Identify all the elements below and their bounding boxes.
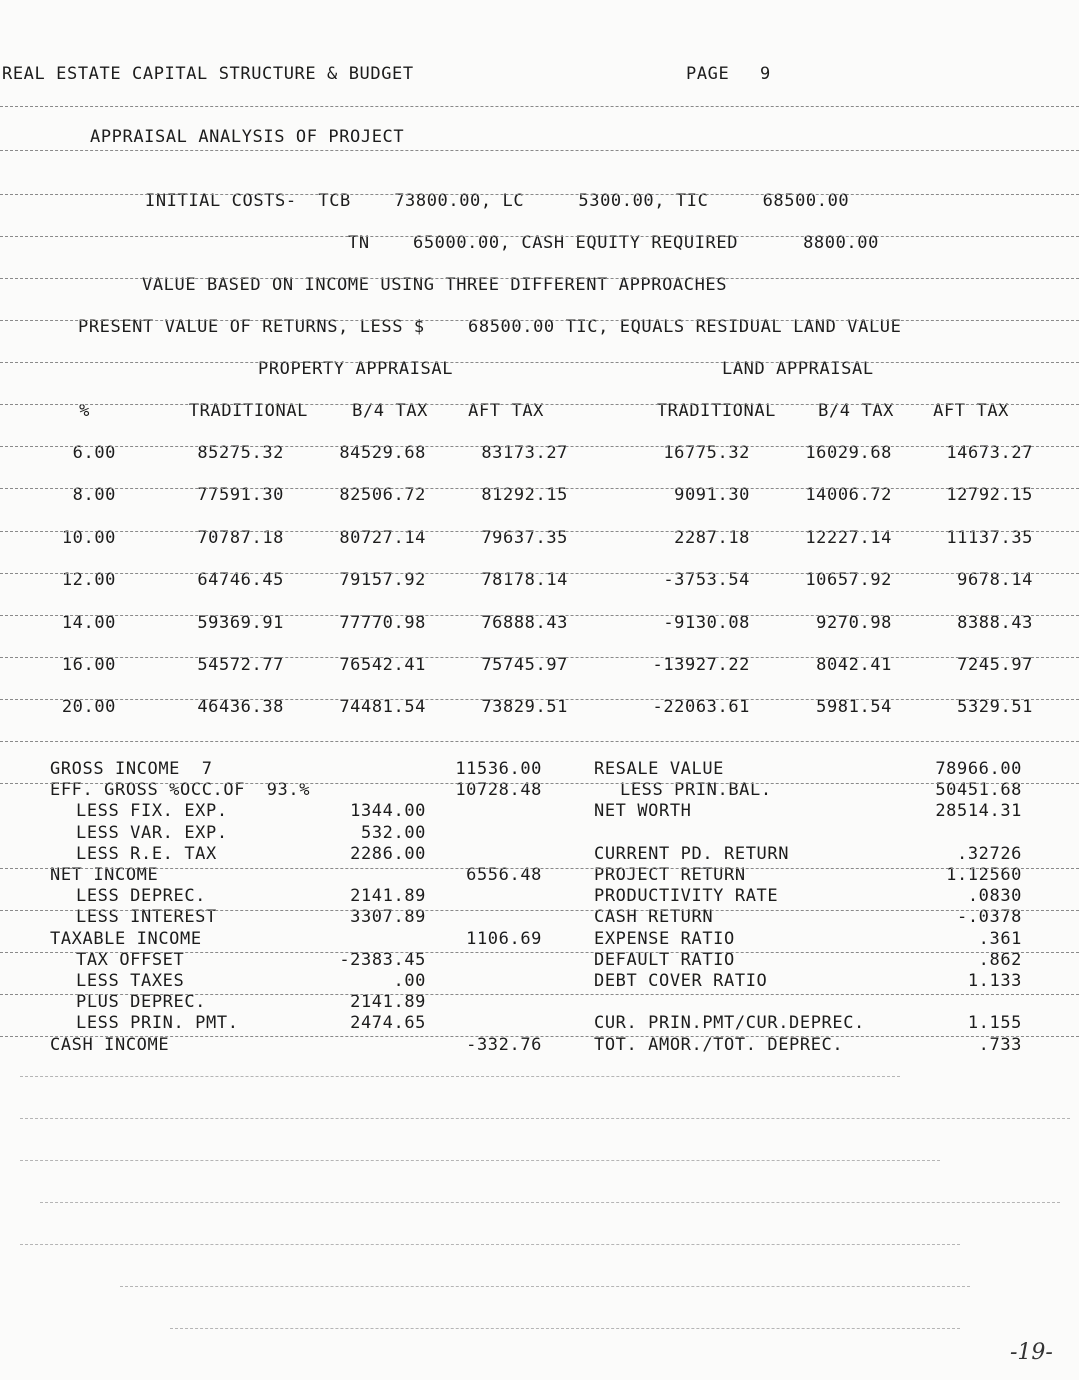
rule-line bbox=[0, 952, 1079, 953]
rule-line bbox=[0, 320, 1079, 321]
ratio-value: 1.12560 bbox=[946, 865, 1022, 885]
initial-costs-line1: INITIAL COSTS- TCB 73800.00, LC 5300.00, TIC 68500.00 bbox=[145, 191, 850, 211]
cell-prop-afttax: 79637.35 bbox=[481, 527, 568, 548]
rule-line bbox=[40, 1202, 1060, 1203]
ratio-label: DEBT COVER RATIO bbox=[594, 971, 768, 991]
ratio-value: .733 bbox=[978, 1034, 1022, 1055]
cell-prop-b4tax: 79157.92 bbox=[339, 570, 426, 591]
cell-rate: 6.00 bbox=[72, 443, 116, 463]
cell-rate: 12.00 bbox=[61, 570, 116, 591]
income-amount: 1344.00 bbox=[350, 801, 426, 822]
cell-land-afttax: 12792.15 bbox=[946, 485, 1033, 506]
income-label: LESS FIX. EXP. bbox=[76, 801, 228, 822]
cell-prop-traditional: 54572.77 bbox=[197, 655, 284, 675]
col-header-rate: % bbox=[79, 401, 90, 421]
ratio-value: -.0378 bbox=[956, 907, 1022, 928]
ratio-label: CURRENT PD. RETURN bbox=[594, 843, 790, 864]
ratio-value: 1.133 bbox=[967, 971, 1022, 991]
property-appraisal-header: PROPERTY APPRAISAL bbox=[258, 359, 454, 379]
rule-line bbox=[0, 404, 1079, 405]
col-header-prop-traditional: TRADITIONAL bbox=[188, 401, 308, 421]
income-amount: 3307.89 bbox=[350, 907, 426, 928]
ratio-value: 28514.31 bbox=[935, 801, 1022, 822]
income-label: GROSS INCOME 7 bbox=[50, 759, 213, 779]
cell-land-b4tax: 16029.68 bbox=[805, 443, 892, 463]
income-total: -332.76 bbox=[466, 1034, 542, 1055]
page-number: 9 bbox=[760, 64, 771, 84]
rule-line bbox=[0, 657, 1079, 658]
col-header-land-b4tax: B/4 TAX bbox=[818, 401, 894, 421]
col-header-prop-b4tax: B/4 TAX bbox=[352, 401, 428, 421]
rule-line bbox=[20, 1244, 960, 1245]
cell-land-afttax: 7245.97 bbox=[957, 655, 1033, 675]
land-appraisal-header: LAND APPRAISAL bbox=[722, 359, 874, 379]
cell-land-b4tax: 14006.72 bbox=[805, 485, 892, 506]
cell-prop-afttax: 73829.51 bbox=[481, 697, 568, 718]
rule-line bbox=[0, 615, 1079, 616]
residual-line: PRESENT VALUE OF RETURNS, LESS $ 68500.00 TIC, EQUALS RESIDUAL LAND VALUE bbox=[78, 317, 902, 337]
ratio-label: CASH RETURN bbox=[594, 907, 714, 928]
rule-line bbox=[0, 236, 1079, 237]
cell-land-traditional: -13927.22 bbox=[652, 655, 750, 675]
rule-line bbox=[0, 994, 1079, 995]
income-amount: 2141.89 bbox=[350, 886, 426, 907]
cell-prop-afttax: 78178.14 bbox=[481, 570, 568, 591]
rule-line bbox=[0, 531, 1079, 532]
ratio-value: .0830 bbox=[967, 886, 1022, 907]
page-label: PAGE bbox=[686, 64, 730, 84]
income-label: EFF. GROSS %OCC.OF 93.% bbox=[50, 780, 311, 801]
cell-prop-afttax: 83173.27 bbox=[481, 443, 568, 463]
income-total: 10728.48 bbox=[455, 780, 542, 801]
income-label: TAX OFFSET bbox=[76, 949, 185, 970]
cell-land-b4tax: 8042.41 bbox=[816, 655, 892, 675]
cell-prop-afttax: 81292.15 bbox=[481, 485, 568, 506]
cell-land-afttax: 5329.51 bbox=[957, 697, 1033, 718]
rule-line bbox=[0, 699, 1079, 700]
rule-line bbox=[120, 1286, 970, 1287]
cell-prop-b4tax: 76542.41 bbox=[339, 655, 426, 675]
ratio-value: .32726 bbox=[956, 843, 1022, 864]
income-label: PLUS DEPREC. bbox=[76, 992, 207, 1013]
income-amount: 2141.89 bbox=[350, 992, 426, 1013]
cell-land-afttax: 8388.43 bbox=[957, 612, 1033, 633]
rule-line bbox=[0, 106, 1079, 107]
rule-line bbox=[0, 150, 1079, 151]
cell-land-afttax: 9678.14 bbox=[957, 570, 1033, 591]
cell-prop-afttax: 76888.43 bbox=[481, 612, 568, 633]
cell-land-traditional: -3753.54 bbox=[663, 570, 750, 591]
rule-line bbox=[0, 741, 1079, 742]
ratio-label: LESS PRIN.BAL. bbox=[620, 780, 772, 801]
income-label: LESS DEPREC. bbox=[76, 886, 207, 907]
income-amount: 2286.00 bbox=[350, 843, 426, 864]
approaches-title: VALUE BASED ON INCOME USING THREE DIFFERENT APPROACHES bbox=[142, 275, 728, 295]
cell-land-afttax: 11137.35 bbox=[946, 527, 1033, 548]
ratio-value: .862 bbox=[978, 949, 1022, 970]
cell-land-traditional: 16775.32 bbox=[663, 443, 750, 463]
ratio-value: 78966.00 bbox=[935, 759, 1022, 779]
income-total: 11536.00 bbox=[455, 759, 542, 779]
income-amount: -2383.45 bbox=[339, 949, 426, 970]
report-title: REAL ESTATE CAPITAL STRUCTURE & BUDGET bbox=[2, 64, 414, 84]
cell-land-b4tax: 10657.92 bbox=[805, 570, 892, 591]
rule-line bbox=[20, 1076, 900, 1077]
col-header-prop-afttax: AFT TAX bbox=[468, 401, 544, 421]
rule-line bbox=[0, 278, 1079, 279]
rule-line bbox=[0, 910, 1079, 911]
income-amount: .00 bbox=[393, 971, 426, 991]
income-label: TAXABLE INCOME bbox=[50, 928, 202, 949]
rule-line bbox=[20, 1160, 940, 1161]
cell-prop-traditional: 70787.18 bbox=[197, 527, 284, 548]
cell-prop-traditional: 77591.30 bbox=[197, 485, 284, 506]
cell-prop-traditional: 46436.38 bbox=[197, 697, 284, 718]
rule-line bbox=[0, 446, 1079, 447]
cell-rate: 14.00 bbox=[61, 612, 116, 633]
income-label: LESS VAR. EXP. bbox=[76, 822, 228, 843]
ratio-label: DEFAULT RATIO bbox=[594, 949, 735, 970]
rule-line bbox=[0, 783, 1079, 784]
income-total: 6556.48 bbox=[466, 865, 542, 885]
cell-land-traditional: -22063.61 bbox=[652, 697, 750, 718]
rule-line bbox=[0, 868, 1079, 869]
rule-line bbox=[0, 488, 1079, 489]
cell-prop-b4tax: 74481.54 bbox=[339, 697, 426, 718]
income-total: 1106.69 bbox=[466, 928, 542, 949]
cell-land-afttax: 14673.27 bbox=[946, 443, 1033, 463]
initial-costs-line2: TN 65000.00, CASH EQUITY REQUIRED 8800.00 bbox=[348, 233, 879, 253]
cell-land-b4tax: 12227.14 bbox=[805, 527, 892, 548]
income-label: LESS TAXES bbox=[76, 971, 185, 991]
rule-line bbox=[0, 1036, 1079, 1037]
cell-prop-traditional: 85275.32 bbox=[197, 443, 284, 463]
cell-prop-b4tax: 80727.14 bbox=[339, 527, 426, 548]
cell-rate: 20.00 bbox=[61, 697, 116, 718]
ratio-value: 1.155 bbox=[967, 1013, 1022, 1034]
ratio-label: TOT. AMOR./TOT. DEPREC. bbox=[594, 1034, 844, 1055]
handwritten-page-number: -19- bbox=[1010, 1340, 1053, 1365]
income-label: LESS INTEREST bbox=[76, 907, 217, 928]
cell-rate: 10.00 bbox=[61, 527, 116, 548]
cell-prop-b4tax: 84529.68 bbox=[339, 443, 426, 463]
cell-land-traditional: 2287.18 bbox=[674, 527, 750, 548]
income-label: LESS R.E. TAX bbox=[76, 843, 217, 864]
col-header-land-afttax: AFT TAX bbox=[933, 401, 1009, 421]
cell-land-b4tax: 9270.98 bbox=[816, 612, 892, 633]
cell-prop-afttax: 75745.97 bbox=[481, 655, 568, 675]
income-amount: 532.00 bbox=[360, 822, 426, 843]
rule-line bbox=[170, 1328, 960, 1329]
cell-prop-b4tax: 77770.98 bbox=[339, 612, 426, 633]
income-label: LESS PRIN. PMT. bbox=[76, 1013, 239, 1034]
ratio-label: RESALE VALUE bbox=[594, 759, 725, 779]
ratio-value: 50451.68 bbox=[935, 780, 1022, 801]
ratio-label: EXPENSE RATIO bbox=[594, 928, 735, 949]
income-label: CASH INCOME bbox=[50, 1034, 170, 1055]
income-amount: 2474.65 bbox=[350, 1013, 426, 1034]
section-title: APPRAISAL ANALYSIS OF PROJECT bbox=[90, 127, 405, 147]
ratio-value: .361 bbox=[978, 928, 1022, 949]
cell-prop-traditional: 64746.45 bbox=[197, 570, 284, 591]
ratio-label: PROJECT RETURN bbox=[594, 865, 746, 885]
ratio-label: NET WORTH bbox=[594, 801, 692, 822]
cell-prop-traditional: 59369.91 bbox=[197, 612, 284, 633]
rule-line bbox=[20, 1118, 1070, 1119]
cell-rate: 8.00 bbox=[72, 485, 116, 506]
rule-line bbox=[0, 194, 1079, 195]
col-header-land-traditional: TRADITIONAL bbox=[656, 401, 776, 421]
income-label: NET INCOME bbox=[50, 865, 159, 885]
ratio-label: PRODUCTIVITY RATE bbox=[594, 886, 779, 907]
rule-line bbox=[0, 573, 1079, 574]
ratio-label: CUR. PRIN.PMT/CUR.DEPREC. bbox=[594, 1013, 865, 1034]
cell-land-b4tax: 5981.54 bbox=[816, 697, 892, 718]
cell-land-traditional: 9091.30 bbox=[674, 485, 750, 506]
rule-line bbox=[0, 362, 1079, 363]
cell-land-traditional: -9130.08 bbox=[663, 612, 750, 633]
cell-rate: 16.00 bbox=[61, 655, 116, 675]
cell-prop-b4tax: 82506.72 bbox=[339, 485, 426, 506]
